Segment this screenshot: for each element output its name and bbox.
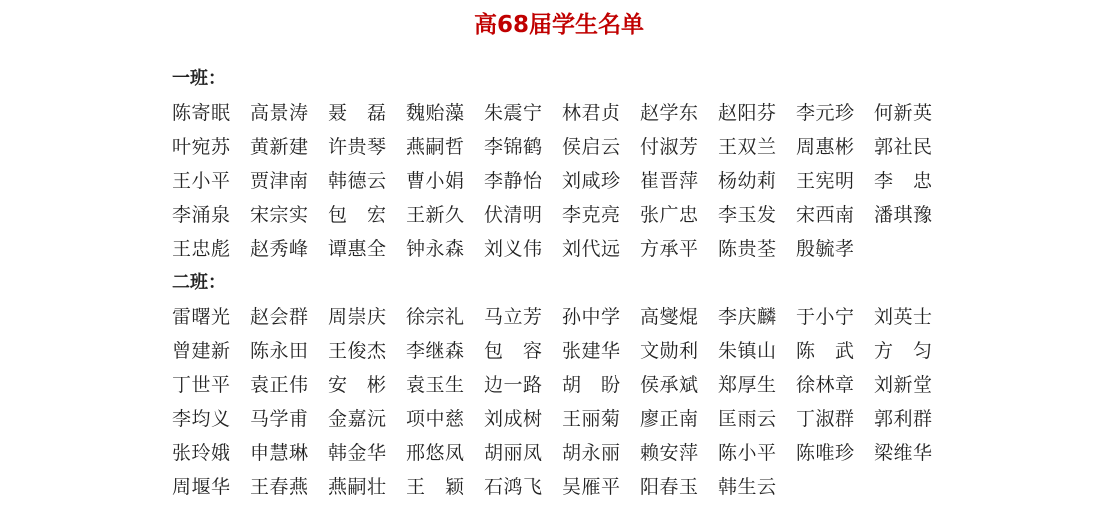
student-name: 魏贻藻 [406, 102, 465, 124]
student-name: 张建华 [562, 340, 621, 362]
student-name: 伏清明 [484, 204, 543, 226]
student-name: 周惠彬 [796, 136, 855, 158]
student-name: 周堰华 [172, 476, 231, 498]
student-name: 陈小平 [718, 442, 777, 464]
student-name: 陈 武 [796, 340, 855, 362]
student-name: 李涌泉 [172, 204, 231, 226]
student-name: 周崇庆 [328, 306, 387, 328]
student-name: 刘成树 [484, 408, 543, 430]
student-name: 潘琪豫 [874, 204, 933, 226]
student-name: 付淑芳 [640, 136, 699, 158]
student-name: 郭利群 [874, 408, 933, 430]
student-name: 刘新堂 [874, 374, 933, 396]
student-roster [172, 62, 972, 504]
student-name: 赵学东 [640, 102, 699, 124]
class-section-2 [172, 266, 972, 504]
student-name: 方承平 [640, 238, 699, 260]
student-name: 邢悠凤 [406, 442, 465, 464]
student-name: 袁玉生 [406, 374, 465, 396]
student-name: 陈永田 [250, 340, 309, 362]
student-name: 文勋利 [640, 340, 699, 362]
name-list [172, 96, 972, 266]
student-name: 张广忠 [640, 204, 699, 226]
student-name: 包 容 [484, 340, 543, 362]
student-name: 陈唯珍 [796, 442, 855, 464]
class-section-1 [172, 62, 972, 266]
student-name: 方 匀 [874, 340, 933, 362]
student-name: 王小平 [172, 170, 231, 192]
student-name: 王双兰 [718, 136, 777, 158]
student-name: 匡雨云 [718, 408, 777, 430]
student-name: 郑厚生 [718, 374, 777, 396]
student-name: 吴雁平 [562, 476, 621, 498]
student-name: 于小宁 [796, 306, 855, 328]
student-name: 曾建新 [172, 340, 231, 362]
student-name: 殷毓孝 [796, 238, 855, 260]
student-name: 李继森 [406, 340, 465, 362]
class-heading: 二班： [172, 272, 226, 293]
student-name: 黄新建 [250, 136, 309, 158]
student-name: 何新英 [874, 102, 933, 124]
student-name: 曹小娟 [406, 170, 465, 192]
student-name: 燕嗣壮 [328, 476, 387, 498]
student-name: 马学甫 [250, 408, 309, 430]
student-name: 安 彬 [328, 374, 387, 396]
student-name: 谭惠全 [328, 238, 387, 260]
student-name: 李元珍 [796, 102, 855, 124]
student-name: 赵秀峰 [250, 238, 309, 260]
student-name: 项中慈 [406, 408, 465, 430]
student-name: 杨幼莉 [718, 170, 777, 192]
student-name: 高景涛 [250, 102, 309, 124]
student-name: 胡 盼 [562, 374, 621, 396]
student-name: 李庆麟 [718, 306, 777, 328]
student-name: 包 宏 [328, 204, 387, 226]
class-heading: 一班： [172, 68, 226, 89]
student-name: 李静怡 [484, 170, 543, 192]
student-name: 韩生云 [718, 476, 777, 498]
student-name: 王春燕 [250, 476, 309, 498]
student-name: 刘义伟 [484, 238, 543, 260]
student-name: 侯承斌 [640, 374, 699, 396]
student-name: 朱震宁 [484, 102, 543, 124]
student-name: 胡永丽 [562, 442, 621, 464]
student-name: 赵会群 [250, 306, 309, 328]
student-name: 李 忠 [874, 170, 933, 192]
student-name: 边一路 [484, 374, 543, 396]
student-name: 刘咸珍 [562, 170, 621, 192]
student-name: 胡丽凤 [484, 442, 543, 464]
student-name: 韩德云 [328, 170, 387, 192]
student-name: 崔晋萍 [640, 170, 699, 192]
student-name: 徐宗礼 [406, 306, 465, 328]
student-name: 刘代远 [562, 238, 621, 260]
student-name: 钟永森 [406, 238, 465, 260]
student-name: 王宪明 [796, 170, 855, 192]
student-name: 郭社民 [874, 136, 933, 158]
student-name: 贾津南 [250, 170, 309, 192]
student-name: 林君贞 [562, 102, 621, 124]
student-name: 宋西南 [796, 204, 855, 226]
student-name: 叶宛苏 [172, 136, 231, 158]
student-name: 陈贵荃 [718, 238, 777, 260]
student-name: 刘英士 [874, 306, 933, 328]
student-name: 陈寄眠 [172, 102, 231, 124]
student-name: 申慧琳 [250, 442, 309, 464]
student-name: 石鸿飞 [484, 476, 543, 498]
student-name: 王 颖 [406, 476, 465, 498]
student-name: 雷曙光 [172, 306, 231, 328]
student-name: 王俊杰 [328, 340, 387, 362]
student-name: 韩金华 [328, 442, 387, 464]
student-name: 李均义 [172, 408, 231, 430]
student-name: 李玉发 [718, 204, 777, 226]
student-name: 丁世平 [172, 374, 231, 396]
student-name: 王忠彪 [172, 238, 231, 260]
student-name: 李锦鹤 [484, 136, 543, 158]
student-name: 孙中学 [562, 306, 621, 328]
student-name: 张玲娥 [172, 442, 231, 464]
page-title: 高68届学生名单 [473, 12, 644, 38]
student-name: 朱镇山 [718, 340, 777, 362]
student-name: 高燮焜 [640, 306, 699, 328]
student-name: 赵阳芬 [718, 102, 777, 124]
student-name: 廖正南 [640, 408, 699, 430]
student-name: 袁正伟 [250, 374, 309, 396]
student-name: 宋宗实 [250, 204, 309, 226]
student-name: 金嘉沅 [328, 408, 387, 430]
student-name: 王新久 [406, 204, 465, 226]
student-name: 燕嗣哲 [406, 136, 465, 158]
student-name: 丁淑群 [796, 408, 855, 430]
student-name: 赖安萍 [640, 442, 699, 464]
name-list [172, 300, 972, 504]
student-name: 徐林章 [796, 374, 855, 396]
student-name: 阳春玉 [640, 476, 699, 498]
student-name: 马立芳 [484, 306, 543, 328]
student-name: 聂 磊 [328, 102, 387, 124]
student-name: 许贵琴 [328, 136, 387, 158]
student-name: 王丽菊 [562, 408, 621, 430]
student-name: 梁维华 [874, 442, 933, 464]
student-name: 侯启云 [562, 136, 621, 158]
student-name: 李克亮 [562, 204, 621, 226]
